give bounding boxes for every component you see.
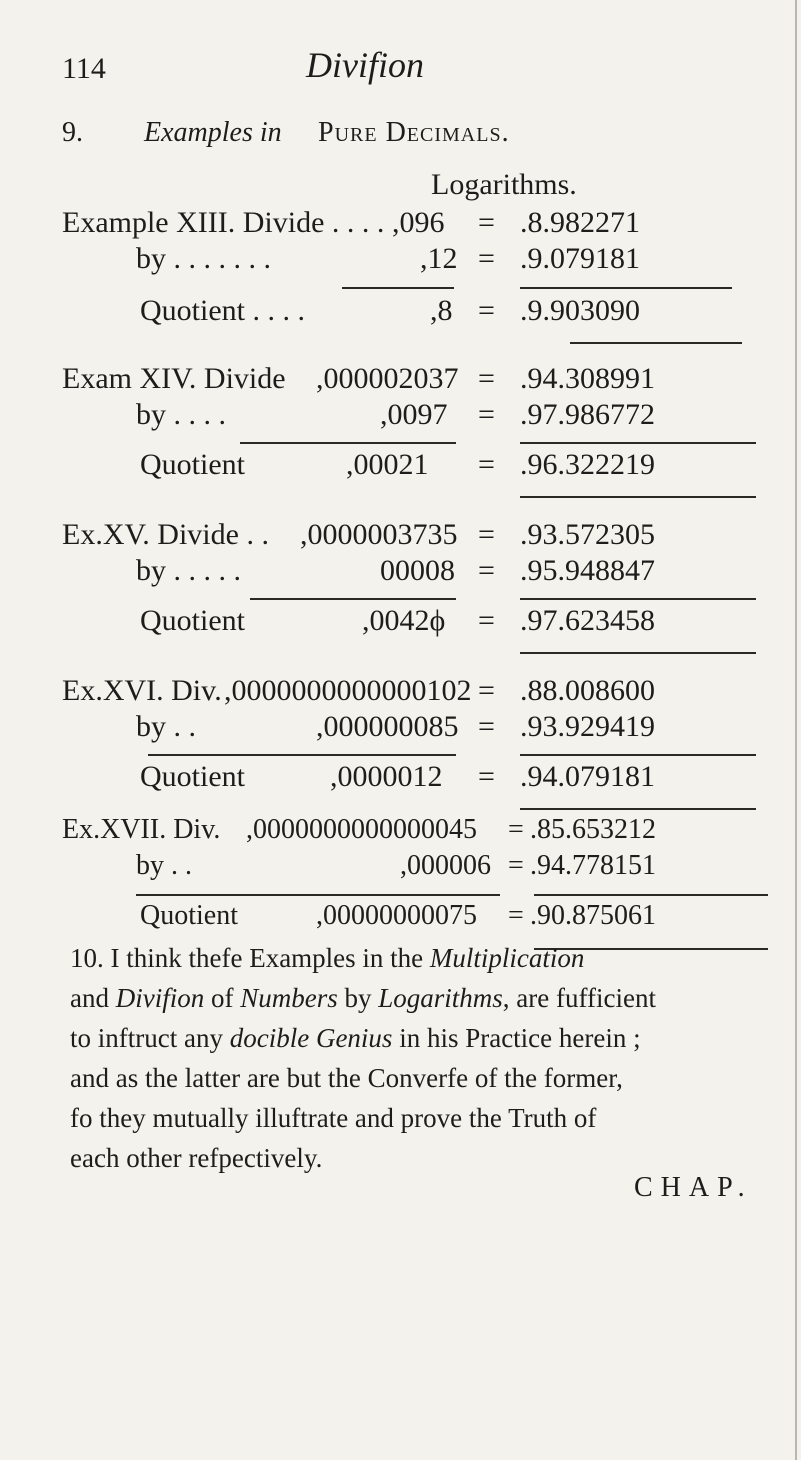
divider-rule [136, 894, 500, 896]
row-label: by . . [136, 850, 192, 881]
example-row [0, 710, 801, 750]
row-log: .9.079181 [520, 242, 640, 275]
section-number: 9. [62, 117, 83, 148]
row-number: ,000006 [400, 850, 491, 881]
row-label: Quotient [140, 448, 245, 481]
row-equals: = [478, 448, 495, 481]
section-title-italic: Examples in [144, 117, 282, 148]
row-log: .95.948847 [520, 554, 655, 587]
divider-rule [520, 598, 756, 600]
paragraph-line [70, 1018, 770, 1058]
row-number: ,0097 [380, 398, 448, 431]
running-title: Divifion [306, 45, 424, 85]
example-row [0, 760, 801, 800]
row-label: by . . . . . . . [136, 242, 271, 275]
text-run-italic: Logarithms [378, 983, 503, 1013]
logarithms-label: Logarithms. [431, 168, 577, 201]
section-title-caps: Pure Decimals. [318, 117, 510, 148]
divider-rule [520, 287, 732, 289]
row-label: Ex.XV. Divide . . [62, 518, 269, 551]
text-run: to inftruct any [70, 1023, 230, 1053]
row-label: Example XIII. Divide . . . . [62, 206, 385, 239]
row-label: Quotient [140, 760, 245, 793]
row-log: .90.875061 [530, 900, 656, 931]
row-log: .97.623458 [520, 604, 655, 637]
paragraph-line: fo they mutually illuftrate and prove the Truth of [70, 1103, 597, 1133]
paragraph-line: each other refpectively. [70, 1143, 323, 1173]
row-number: ,0000000000000102 [224, 674, 472, 707]
example-row [0, 362, 801, 402]
row-log: .94.308991 [520, 362, 655, 395]
row-log: .94.778151 [530, 850, 656, 881]
row-equals: = [478, 604, 495, 637]
row-number: ,00000000075 [316, 900, 477, 931]
catchword: CHAP. [634, 1172, 753, 1203]
row-equals: = [478, 674, 495, 707]
row-label: Quotient [140, 900, 238, 931]
example-row [0, 518, 801, 558]
example-row [0, 398, 801, 438]
row-log: .97.986772 [520, 398, 655, 431]
row-equals: = [508, 814, 524, 845]
divider-rule [240, 442, 456, 444]
row-label: Ex.XVII. Div. [62, 814, 221, 845]
row-equals: = [478, 710, 495, 743]
row-log: .85.653212 [530, 814, 656, 845]
row-label: by . . . . [136, 398, 226, 431]
page-number: 114 [62, 52, 106, 85]
text-run: of [204, 983, 241, 1013]
row-number: ,0000000000000045 [246, 814, 477, 845]
divider-rule [520, 652, 756, 654]
row-log: .93.572305 [520, 518, 655, 551]
text-run: by [337, 983, 379, 1013]
divider-rule [148, 754, 456, 756]
row-label: Ex.XVI. Div. [62, 674, 222, 707]
row-number: ,0042ϕ [362, 604, 446, 637]
paragraph-line: and as the latter are but the Converfe of the former, [70, 1063, 623, 1093]
paragraph-line [70, 938, 770, 978]
row-equals: = [478, 242, 495, 275]
divider-rule [250, 598, 456, 600]
text-run-italic: Numbers [240, 983, 338, 1013]
example-row [0, 242, 801, 282]
row-number: ,000000085 [316, 710, 459, 743]
divider-rule [534, 894, 768, 896]
divider-rule [570, 342, 742, 344]
row-equals: = [478, 362, 495, 395]
example-row [0, 674, 801, 714]
row-equals: = [508, 900, 524, 931]
row-number: ,000002037 [316, 362, 459, 395]
row-equals: = [478, 398, 495, 431]
text-run: 10. I think thefe Examples in the [70, 943, 430, 973]
text-run-italic: docible Genius [229, 1023, 393, 1053]
row-log: .8.982271 [520, 206, 640, 239]
row-label: by . . . . . [136, 554, 241, 587]
row-number: ,00021 [346, 448, 429, 481]
row-log: .93.929419 [520, 710, 655, 743]
text-run: in his Practice herein ; [392, 1023, 641, 1053]
closing-paragraph [70, 938, 770, 1178]
divider-rule [520, 754, 756, 756]
row-log: .9.903090 [520, 294, 640, 327]
divider-rule [520, 496, 756, 498]
example-row [0, 604, 801, 644]
row-label: Exam XIV. Divide [62, 362, 286, 395]
text-run: and [70, 983, 116, 1013]
divider-rule [520, 442, 756, 444]
row-log: .94.079181 [520, 760, 655, 793]
example-row [0, 814, 801, 854]
row-equals: = [478, 518, 495, 551]
text-run-italic: Multiplication [429, 943, 585, 973]
row-label: Quotient . . . . [140, 294, 305, 327]
text-run-italic: Divifion [115, 983, 205, 1013]
row-equals: = [478, 760, 495, 793]
row-number: ,0000012 [330, 760, 443, 793]
divider-rule [520, 808, 756, 810]
example-row [0, 206, 801, 246]
row-log: .96.322219 [520, 448, 655, 481]
row-log: .88.008600 [520, 674, 655, 707]
row-label: by . . [136, 710, 196, 743]
example-row [0, 554, 801, 594]
example-row [0, 900, 801, 940]
example-row [0, 850, 801, 890]
row-label: Quotient [140, 604, 245, 637]
row-equals: = [478, 294, 495, 327]
row-number: ,8 [430, 294, 453, 327]
example-row [0, 448, 801, 488]
row-equals: = [478, 206, 495, 239]
example-row [0, 294, 801, 334]
row-number: ,0000003735 [300, 518, 458, 551]
row-number: ,12 [420, 242, 458, 275]
paragraph-line [70, 978, 770, 1018]
row-equals: = [478, 554, 495, 587]
text-run: , are fufficient [502, 983, 656, 1013]
divider-rule [342, 287, 454, 289]
row-number: ,096 [392, 206, 445, 239]
row-equals: = [508, 850, 524, 881]
row-number: 00008 [380, 554, 455, 587]
